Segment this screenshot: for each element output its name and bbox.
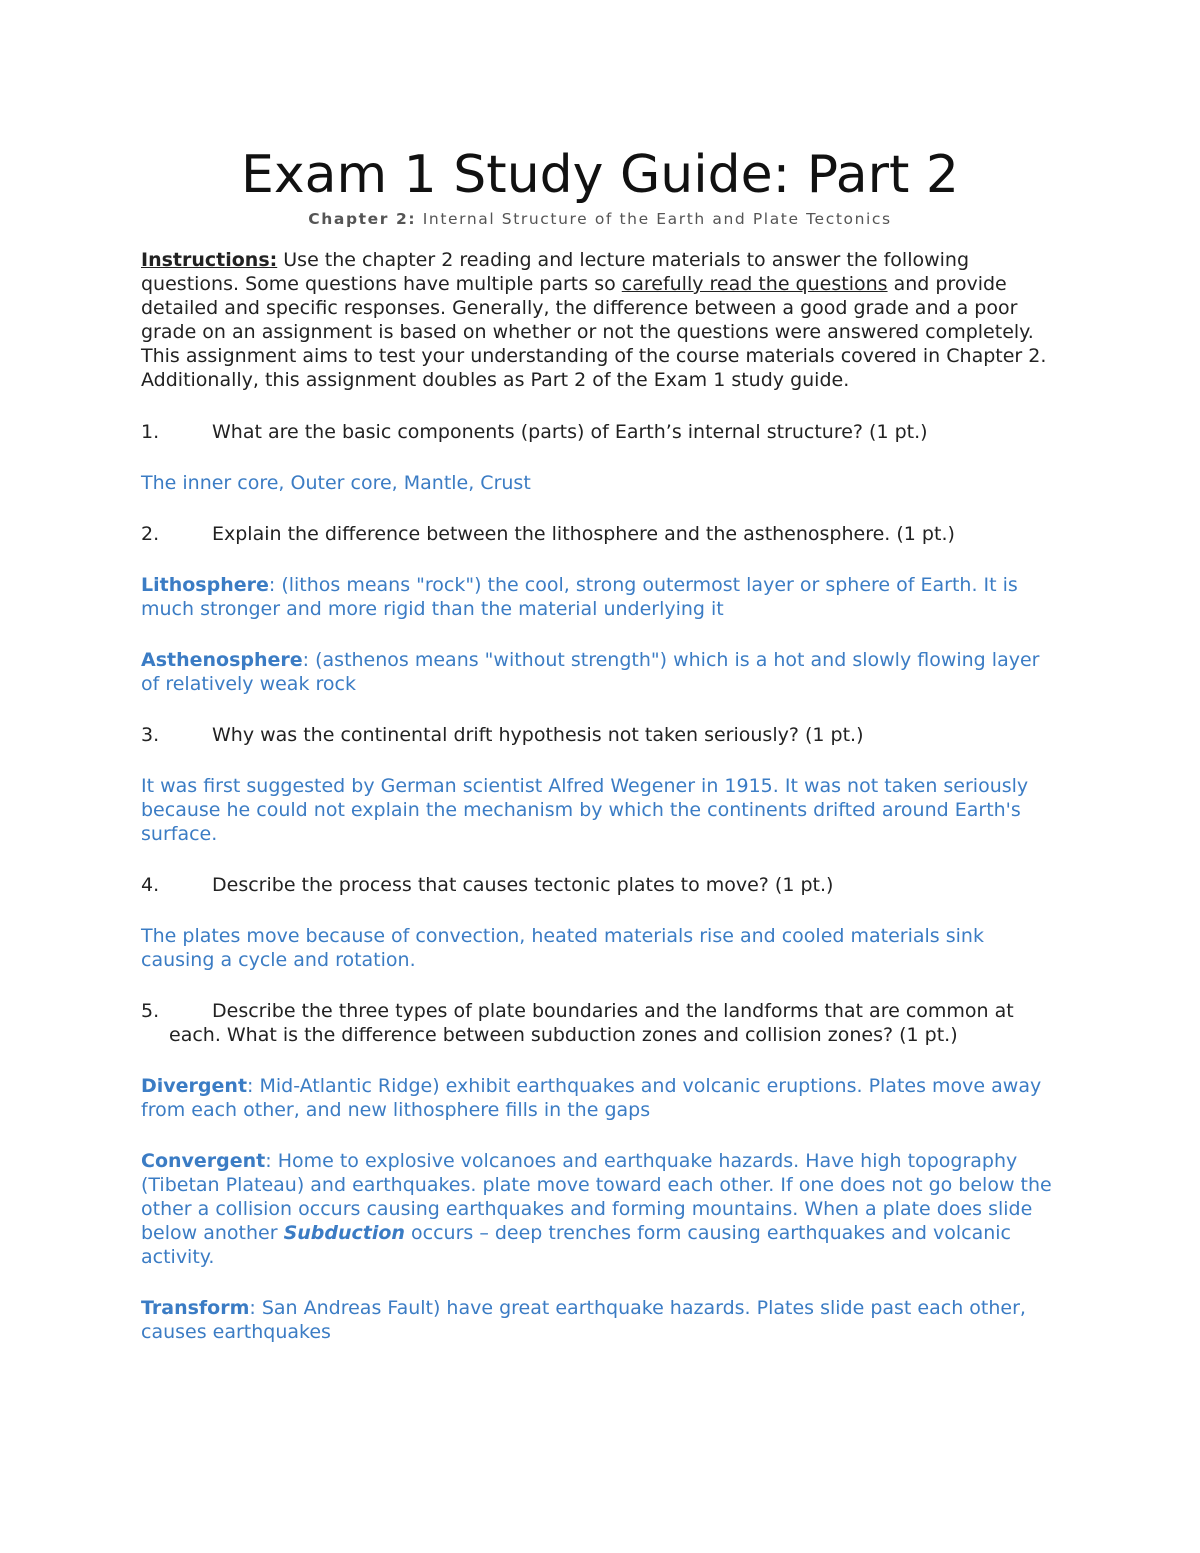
answer-term: Transform <box>141 1297 250 1319</box>
answer-term: Lithosphere <box>141 574 269 596</box>
question-text: Explain the difference between the lithosphere and the asthenosphere. (1 pt.) <box>212 523 955 545</box>
subtitle-topic: Internal Structure of the Earth and Plate Tectonics <box>416 210 892 228</box>
question-number: 2. <box>141 523 160 545</box>
answer-3 <box>141 774 1061 846</box>
answer-2-lithosphere <box>141 573 1061 621</box>
answer-text: : (asthenos means "without strength") which is a hot and slowly flowing layer of relatively weak rock <box>141 649 1040 695</box>
answer-term: Divergent <box>141 1075 248 1097</box>
question-3 <box>141 723 1061 747</box>
answer-text: : Mid-Atlantic Ridge) exhibit earthquakes and volcanic eruptions. Plates move away from each other, and new lithosphere fills in the gaps <box>141 1075 1042 1121</box>
instructions-heading: Instructions: <box>141 249 278 271</box>
answer-4 <box>141 924 1061 972</box>
question-text: Describe the three types of plate boundaries and the landforms that are common at each. What is the difference between subduction zones and collision zones? (1 pt.) <box>169 1000 1014 1046</box>
question-text: Why was the continental drift hypothesis not taken seriously? (1 pt.) <box>212 724 864 746</box>
question-4 <box>141 873 1061 897</box>
question-1 <box>141 420 1061 444</box>
page-title: Exam 1 Study Guide: Part 2 <box>241 145 959 205</box>
question-text: What are the basic components (parts) of Earth’s internal structure? (1 pt.) <box>212 421 928 443</box>
instructions-text-1: Use the chapter 2 reading and lecture materials to answer the following questions. Some questions have multiple parts so <box>141 249 970 295</box>
answer-text: : (lithos means "rock") the cool, strong outermost layer or sphere of Earth. It is much stronger and more rigid than the material underlying it <box>141 574 1018 620</box>
question-text: Describe the process that causes tectonic plates to move? (1 pt.) <box>212 874 834 896</box>
answer-text: It was first suggested by German scientist Alfred Wegener in 1915. It was not taken seriously because he could not explain the mechanism by which the continents drifted around Earth's surface. <box>141 775 1029 845</box>
answer-text: : Home to explosive volcanoes and earthquake hazards. Have high topography (Tibetan Plateau) and earthquakes. plate move toward each other. If one does not go below the other a collision occurs causing earthquakes and forming mountains. When a plate does slide below another <box>141 1150 1052 1244</box>
question-number: 3. <box>141 724 160 746</box>
page-subtitle <box>0 208 1200 230</box>
answer-text-after: occurs – deep trenches form causing earthquakes and volcanic activity. <box>141 1222 1012 1268</box>
answer-term: Asthenosphere <box>141 649 303 671</box>
instructions-underlined-text: carefully read the questions <box>621 273 888 295</box>
subtitle-chapter: Chapter 2: <box>308 210 417 228</box>
answer-5-convergent <box>141 1149 1061 1269</box>
instructions-text-2: and provide detailed and specific responses. Generally, the difference between a good grade and a poor grade on an assignment is based on whether or not the questions were answered completely. This assignment aims to test your understanding of the course materials covered in Chapter 2. Additionally, this assignment doubles as Part 2 of the Exam 1 study guide. <box>141 273 1047 391</box>
answer-term: Convergent <box>141 1150 266 1172</box>
answer-5-divergent <box>141 1074 1061 1122</box>
answer-text: : San Andreas Fault) have great earthquake hazards. Plates slide past each other, causes earthquakes <box>141 1297 1026 1343</box>
answer-text: The plates move because of convection, heated materials rise and cooled materials sink causing a cycle and rotation. <box>141 925 984 971</box>
question-number: 5. <box>141 1000 160 1022</box>
answer-emphasis: Subduction <box>283 1222 405 1244</box>
question-2 <box>141 522 1061 546</box>
question-5 <box>141 999 1061 1047</box>
answer-text: The inner core, Outer core, Mantle, Crust <box>141 472 531 494</box>
answer-5-transform <box>141 1296 1061 1344</box>
answer-1 <box>141 471 1061 495</box>
question-number: 1. <box>141 421 160 443</box>
document-body <box>141 248 1061 1344</box>
instructions-paragraph <box>141 248 1061 392</box>
question-number: 4. <box>141 874 160 896</box>
answer-2-asthenosphere <box>141 648 1061 696</box>
